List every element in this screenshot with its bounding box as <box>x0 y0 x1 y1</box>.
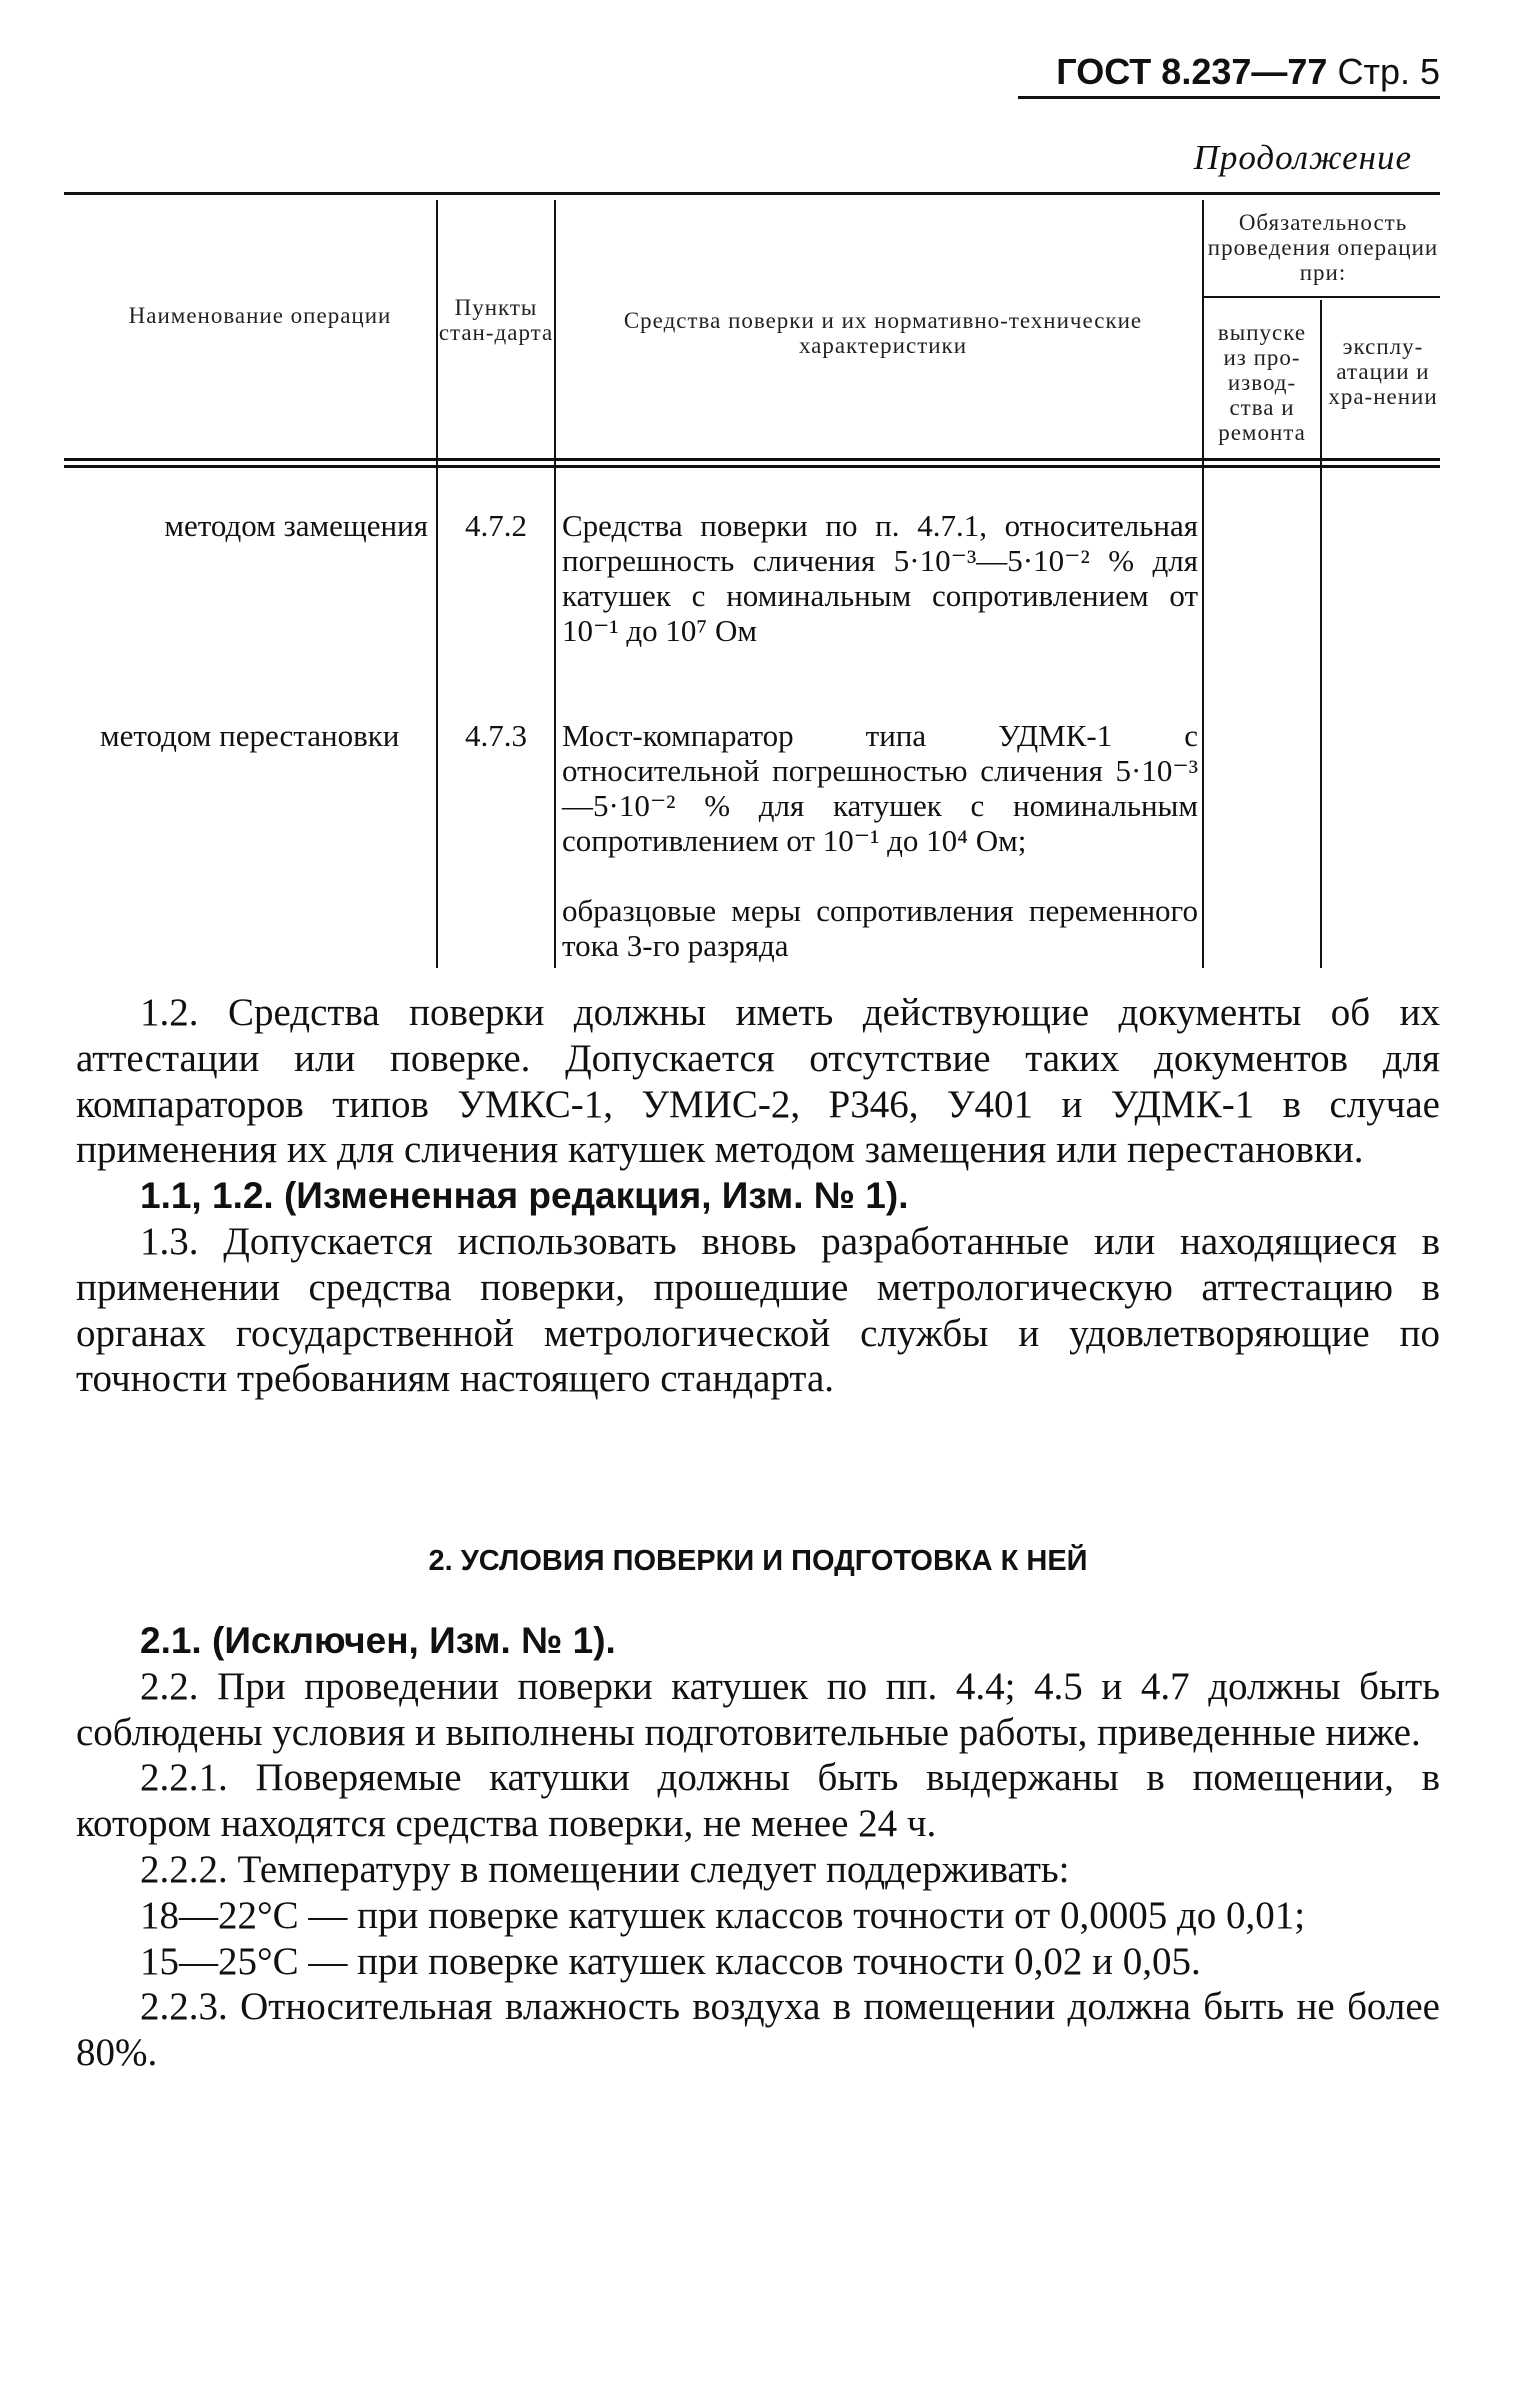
paragraph-1-3: 1.3. Допускается использовать вновь разработанные или находящиеся в применении средства поверки, прошедшие метрологическую аттестацию в органах государственной метрологической службы и удовлетворяющие по точности требованиям настоящего стандарта. <box>76 1219 1440 1401</box>
row2-means: Мост-компаратор типа УДМК-1 с относительной погрешностью сличения 5·10⁻³—5·10⁻² % для катушек с номинальным сопротивлением от 10⁻¹ до 10⁴ Ом; <box>562 718 1198 858</box>
paragraph-temp-2: 15—25°C — при поверке катушек классов точности 0,02 и 0,05. <box>140 1939 1201 1983</box>
header-release: выпуске из про-извод-ства и ремонта <box>1217 320 1307 445</box>
paragraphs-block-1 <box>76 990 1440 1402</box>
page-header <box>1010 48 1440 96</box>
row2-operation: методом перестановки <box>100 718 400 753</box>
paragraph-2-2-3: 2.2.3. Относительная влажность воздуха в помещении должна быть не более 80%. <box>76 1985 1440 2075</box>
header-rule <box>1018 96 1440 99</box>
page-number: Стр. 5 <box>1337 51 1440 92</box>
header-clauses: Пункты стан-дарта <box>438 295 554 345</box>
row1-clause: 4.7.2 <box>465 508 527 543</box>
header-bottom-rule-2 <box>64 465 1440 468</box>
continuation-label: Продолжение <box>1193 138 1412 177</box>
paragraph-temp-1: 18—22°C — при поверке катушек классов точности от 0,0005 до 0,01; <box>140 1893 1306 1937</box>
header-bottom-rule-1 <box>64 458 1440 461</box>
section-title: 2. УСЛОВИЯ ПОВЕРКИ И ПОДГОТОВКА К НЕЙ <box>428 1545 1088 1577</box>
paragraph-2-1: 2.1. (Исключен, Изм. № 1). <box>140 1620 616 1661</box>
header-operation: Наименование операции <box>128 303 392 328</box>
paragraph-2-2-1: 2.2.1. Поверяемые катушки должны быть выдержаны в помещении, в котором находятся средства поверки, не менее 24 ч. <box>76 1756 1440 1846</box>
paragraph-2-2: 2.2. При проведении поверки катушек по пп. 4.4; 4.5 и 4.7 должны быть соблюдены условия и выполнены подготовительные работы, приведенные ниже. <box>76 1664 1440 1754</box>
row1-means: Средства поверки по п. 4.7.1, относительная погрешность сличения 5·10⁻³—5·10⁻² % для катушек с номинальным сопротивлением от 10⁻¹ до 10⁷ Ом <box>562 508 1198 648</box>
standard-number: ГОСТ 8.237—77 <box>1056 51 1328 92</box>
header-means: Средства поверки и их нормативно-технические характеристики <box>623 308 1143 358</box>
row1-operation: методом замещения <box>164 508 428 543</box>
paragraph-2-2-2: 2.2.2. Температуру в помещении следует поддерживать: <box>140 1847 1070 1891</box>
col-divider-2 <box>554 200 556 968</box>
paragraph-amendment: 1.1, 1.2. (Измененная редакция, Изм. № 1). <box>140 1175 909 1217</box>
header-mandatory: Обязательность проведения операции при: <box>1207 210 1439 285</box>
header-operation-storage: эксплу-атации и хра-нении <box>1328 334 1438 409</box>
row2-means-extra: образцовые меры сопротивления переменного тока 3-го разряда <box>562 893 1198 963</box>
paragraph-1-2: 1.2. Средства поверки должны иметь действующие документы об их аттестации или поверке. Допускается отсутствие таких документов для компараторов типов УМКС-1, УМИС-2, Р346, У401 и УДМК-1 в случае применения их для сличения катушек методом замещения или перестановки. <box>76 991 1440 1172</box>
col-divider-3 <box>1202 200 1204 968</box>
mandatory-subrule <box>1204 296 1440 298</box>
col-divider-4 <box>1320 300 1322 968</box>
table-top-rule <box>64 192 1440 195</box>
paragraphs-block-2 <box>76 1618 1440 2076</box>
row2-clause: 4.7.3 <box>465 718 527 753</box>
